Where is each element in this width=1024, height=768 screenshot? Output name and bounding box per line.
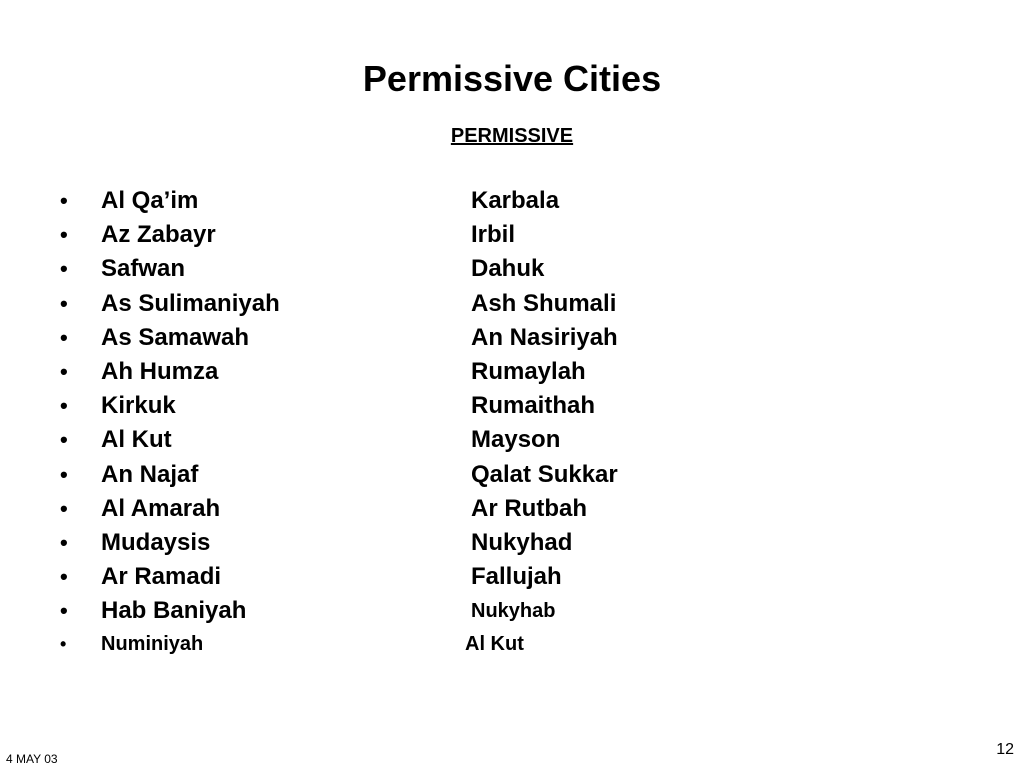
bullet: • — [60, 634, 67, 655]
city-left: An Najaf — [101, 460, 199, 488]
city-left: As Samawah — [101, 323, 250, 351]
bullet: • — [60, 461, 68, 487]
city-right: Ash Shumali — [471, 289, 617, 317]
city-left: Mudaysis — [101, 528, 211, 556]
city-left: Al Amarah — [101, 494, 221, 522]
city-right: Ar Rutbah — [471, 494, 587, 522]
city-left: Ar Ramadi — [101, 563, 222, 591]
footer-date: 4 MAY 03 — [6, 752, 58, 766]
bullet: • — [60, 222, 68, 248]
page-number: 12 — [996, 741, 1014, 758]
bullet: • — [60, 598, 68, 624]
list-item — [0, 321, 1024, 355]
city-right: Qalat Sukkar — [471, 460, 618, 488]
list-item — [0, 560, 1024, 594]
list-item — [0, 594, 1024, 628]
bullet: • — [60, 529, 68, 555]
bullet: • — [60, 324, 68, 350]
bullet: • — [60, 427, 68, 453]
city-left: Az Zabayr — [101, 221, 216, 249]
list-item — [0, 355, 1024, 389]
city-right: Irbil — [471, 221, 516, 249]
list-item — [0, 526, 1024, 560]
city-right: Nukyhad — [471, 528, 573, 556]
list-item — [0, 458, 1024, 492]
section-heading: PERMISSIVE — [450, 125, 574, 147]
city-right: An Nasiriyah — [471, 323, 618, 351]
city-right: Mayson — [471, 426, 561, 454]
list-item — [0, 252, 1024, 286]
city-left: Kirkuk — [101, 392, 176, 420]
city-left: As Sulimaniyah — [101, 289, 280, 317]
city-right: Dahuk — [471, 255, 545, 283]
list-item — [0, 423, 1024, 457]
list-item — [0, 287, 1024, 321]
list-item — [0, 184, 1024, 218]
city-right: Karbala — [471, 187, 560, 214]
city-right: Fallujah — [471, 563, 562, 591]
city-left: Al Kut — [101, 426, 172, 454]
bullet: • — [60, 358, 68, 384]
bullet: • — [60, 290, 68, 316]
city-left: Ah Humza — [101, 357, 219, 385]
bullet: • — [60, 188, 68, 213]
city-right: Rumaithah — [471, 392, 596, 420]
city-right: Nukyhab — [471, 600, 556, 623]
city-left: Al Qa’im — [101, 187, 199, 214]
city-right: Rumaylah — [471, 357, 586, 385]
list-item — [0, 389, 1024, 423]
bullet: • — [60, 495, 68, 521]
list-item — [0, 218, 1024, 252]
list-item — [0, 628, 1024, 660]
city-list — [0, 184, 1024, 660]
bullet: • — [60, 564, 68, 590]
city-right: Al Kut — [465, 633, 524, 656]
bullet: • — [60, 393, 68, 419]
city-left: Safwan — [101, 255, 186, 283]
list-item — [0, 492, 1024, 526]
city-left: Hab Baniyah — [101, 597, 247, 625]
city-left: Numiniyah — [101, 633, 204, 656]
bullet: • — [60, 256, 68, 282]
slide-title: Permissive Cities — [362, 58, 662, 99]
